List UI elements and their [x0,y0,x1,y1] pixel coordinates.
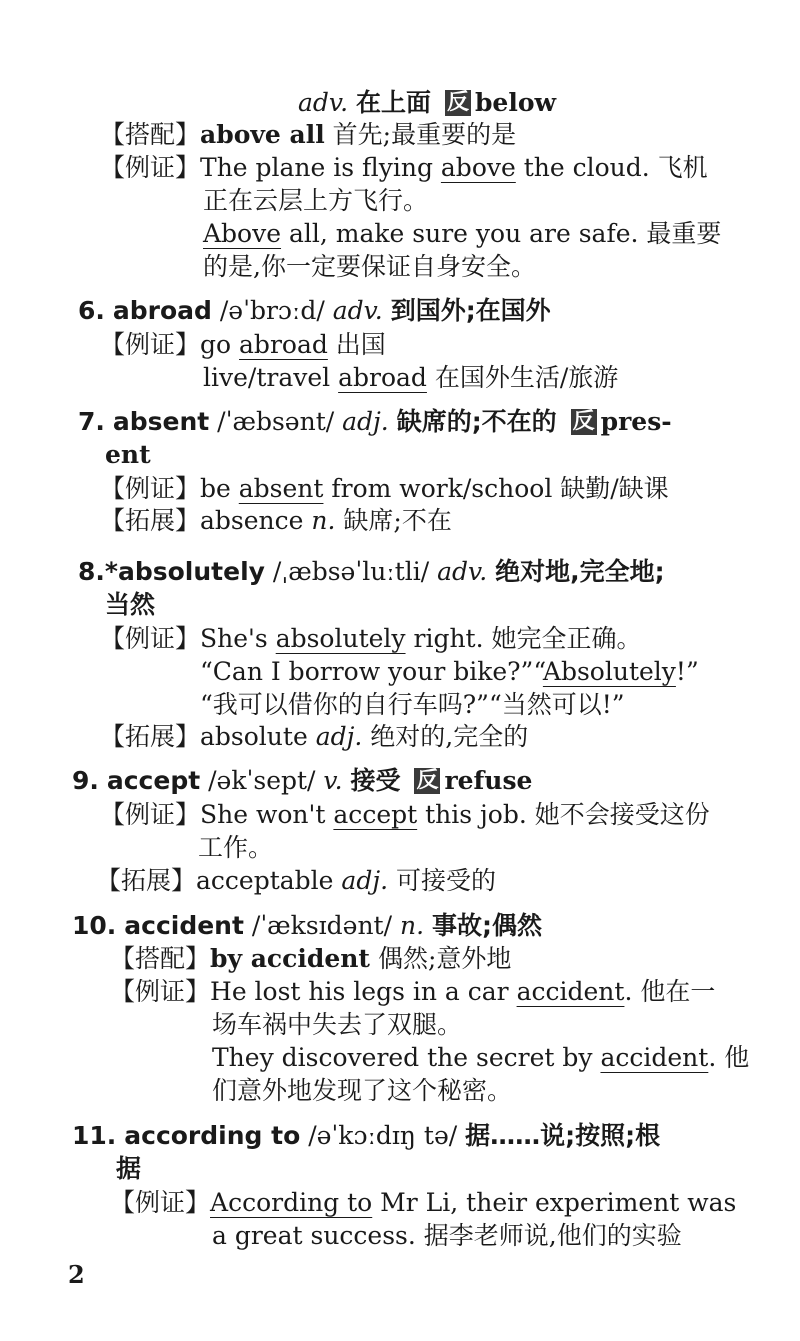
part-of-speech: n. [399,911,425,940]
example-text: Mr Li, their experiment was [372,1188,737,1217]
antonym-word: refuse [444,766,533,795]
entry-number: 11. [72,1121,117,1150]
entry-accept-header [72,764,532,798]
example-text: the cloud. 飞机 [515,153,708,182]
entry-number: 8. [78,557,105,586]
underlined-headword: absent [238,474,324,503]
definition: 在上面 [355,88,431,117]
pronunciation: /əˈbrɔːd/ [219,296,325,325]
example-translation: 在国外生活/旅游 [426,363,619,392]
example-text: The plane is flying [200,153,441,182]
definition-cont: 当然 [105,590,156,619]
example-text: from work/school 缺勤/缺课 [323,474,669,503]
underlined-headword: Above [203,219,282,248]
definition: 据……说;按照;根 [465,1121,661,1150]
example-tag: 【例证】 [100,474,201,503]
accident-collocation [110,942,511,976]
example-translation: 正在云层上方飞行。 [203,186,429,215]
entry-absent-header [78,405,672,439]
absolutely-example-1 [100,622,642,656]
headword: accident [124,911,244,940]
entry-absolutely-header [78,555,665,589]
above-sense-2 [298,86,556,120]
derived-definition: 可接受的 [395,866,496,895]
pronunciation: /ˈæksɪdənt/ [251,911,393,940]
absent-example-1 [100,472,669,506]
extension-tag: 【拓展】 [100,722,201,751]
example-text: . 他在一 [624,977,716,1006]
above-example-2 [203,217,721,251]
accept-example-1-cont [198,831,273,865]
entry-abroad-header [78,294,551,328]
derived-word: acceptable [196,866,334,895]
part-of-speech: adj. [315,722,363,751]
absent-header-cont [105,438,151,472]
antonym-word-cont: ent [105,440,151,469]
underlined-headword: accept [333,800,418,829]
accident-example-2 [212,1041,749,1075]
example-text: this job. 她不会接受这份 [417,800,710,829]
collocation-tag: 【搭配】 [110,944,211,973]
example-text: live/travel [203,363,339,392]
example-tag: 【例证】 [100,624,201,653]
example-text: !” [675,657,699,686]
part-of-speech: v. [323,766,343,795]
entry-according-to-header [72,1119,660,1153]
accept-extension [96,864,496,898]
underlined-headword: Absolutely [542,657,676,686]
above-example-1-cont [203,184,428,218]
entry-number: 9. [72,766,99,795]
according-to-header-cont [116,1152,141,1186]
absolutely-header-cont [105,588,155,622]
abroad-example-1 [100,328,386,362]
antonym-word: pres- [600,407,672,436]
collocation-gloss: 偶然;意外地 [377,944,512,973]
collocation-phrase: above all [200,120,325,149]
example-text: She's [200,624,276,653]
definition: 绝对地,完全地; [495,557,665,586]
derived-word: absolute [200,722,308,751]
accident-example-1 [110,975,715,1009]
antonym-word: below [474,88,557,117]
pronunciation: /ˌæbsəˈluːtli/ [272,557,430,586]
headword: according to [124,1121,301,1150]
entry-number: 6. [78,296,105,325]
above-collocation [100,118,516,152]
pronunciation: /əkˈsept/ [208,766,316,795]
part-of-speech: adj. [341,866,389,895]
underlined-headword: absolutely [275,624,406,653]
collocation-gloss: 首先;最重要的是 [332,120,517,149]
example-text: be [200,474,239,503]
underlined-headword: According to [210,1188,373,1217]
absolutely-example-2 [200,655,699,689]
definition: 到国外;在国外 [390,296,551,325]
example-tag: 【例证】 [100,330,201,359]
underlined-headword: accident [600,1043,709,1072]
definition: 接受 [350,766,401,795]
antonym-mark: 反 [416,768,439,793]
example-text: She won't [200,800,334,829]
headword: accept [106,766,201,795]
example-text: a great success. 据李老师说,他们的实验 [212,1221,682,1250]
example-text: He lost his legs in a car [210,977,517,1006]
entry-accident-header [72,909,542,943]
part-of-speech: adj. [342,407,389,436]
absolutely-example-2-translation [200,688,625,722]
above-example-1 [100,151,708,185]
absolutely-extension [100,720,528,754]
derived-definition: 缺席;不在 [343,506,452,535]
absent-extension [100,504,452,538]
extension-tag: 【拓展】 [96,866,197,895]
example-text: right. 她完全正确。 [405,624,642,653]
antonym-mark: 反 [572,409,595,434]
example-tag: 【例证】 [110,1188,211,1217]
according-to-example-1-cont [212,1219,682,1253]
example-tag: 【例证】 [100,153,201,182]
part-of-speech: adv. [332,296,383,325]
example-text: . 他 [708,1043,750,1072]
collocation-tag: 【搭配】 [100,120,201,149]
example-translation: 的是,你一定要保证自身安全。 [203,252,536,281]
example-text: go [200,330,240,359]
accident-example-1-cont [212,1008,462,1042]
page-number: 2 [68,1260,85,1289]
example-translation: 工作。 [198,833,274,862]
underlined-headword: abroad [338,363,427,392]
example-translation: 场车祸中失去了双腿。 [212,1010,463,1039]
accident-example-2-cont [212,1074,512,1108]
part-of-speech: adv. [298,88,349,117]
definition: 事故;偶然 [432,911,542,940]
example-tag: 【例证】 [110,977,211,1006]
definition: 缺席的;不在的 [396,407,557,436]
pronunciation: /ˈæbsənt/ [217,407,335,436]
part-of-speech: adv. [437,557,488,586]
according-to-example-1 [110,1186,736,1220]
entry-number: 7. [78,407,105,436]
headword: abroad [112,296,212,325]
example-translation: 出国 [327,330,386,359]
example-tag: 【例证】 [100,800,201,829]
example-translation: “我可以借你的自行车吗?”“当然可以!” [200,690,625,719]
extension-tag: 【拓展】 [100,506,201,535]
part-of-speech: n. [311,506,336,535]
underlined-headword: above [440,153,516,182]
accept-example-1 [100,798,710,832]
example-text: They discovered the secret by [212,1043,601,1072]
above-example-2-cont [203,250,536,284]
abroad-example-2 [203,361,618,395]
example-text: all, make sure you are safe. 最重要 [281,219,722,248]
underlined-headword: abroad [239,330,328,359]
example-translation: 们意外地发现了这个秘密。 [212,1076,513,1105]
collocation-phrase: by accident [210,944,370,973]
headword: *absolutely [104,557,265,586]
derived-definition: 绝对的,完全的 [370,722,529,751]
pronunciation: /əˈkɔːdɪŋ tə/ [308,1121,458,1150]
headword: absent [112,407,210,436]
derived-word: absence [200,506,304,535]
antonym-mark: 反 [446,90,469,115]
entry-number: 10. [72,911,117,940]
definition-cont: 据 [116,1154,142,1183]
underlined-headword: accident [516,977,625,1006]
example-text: “Can I borrow your bike?”“ [200,657,543,686]
